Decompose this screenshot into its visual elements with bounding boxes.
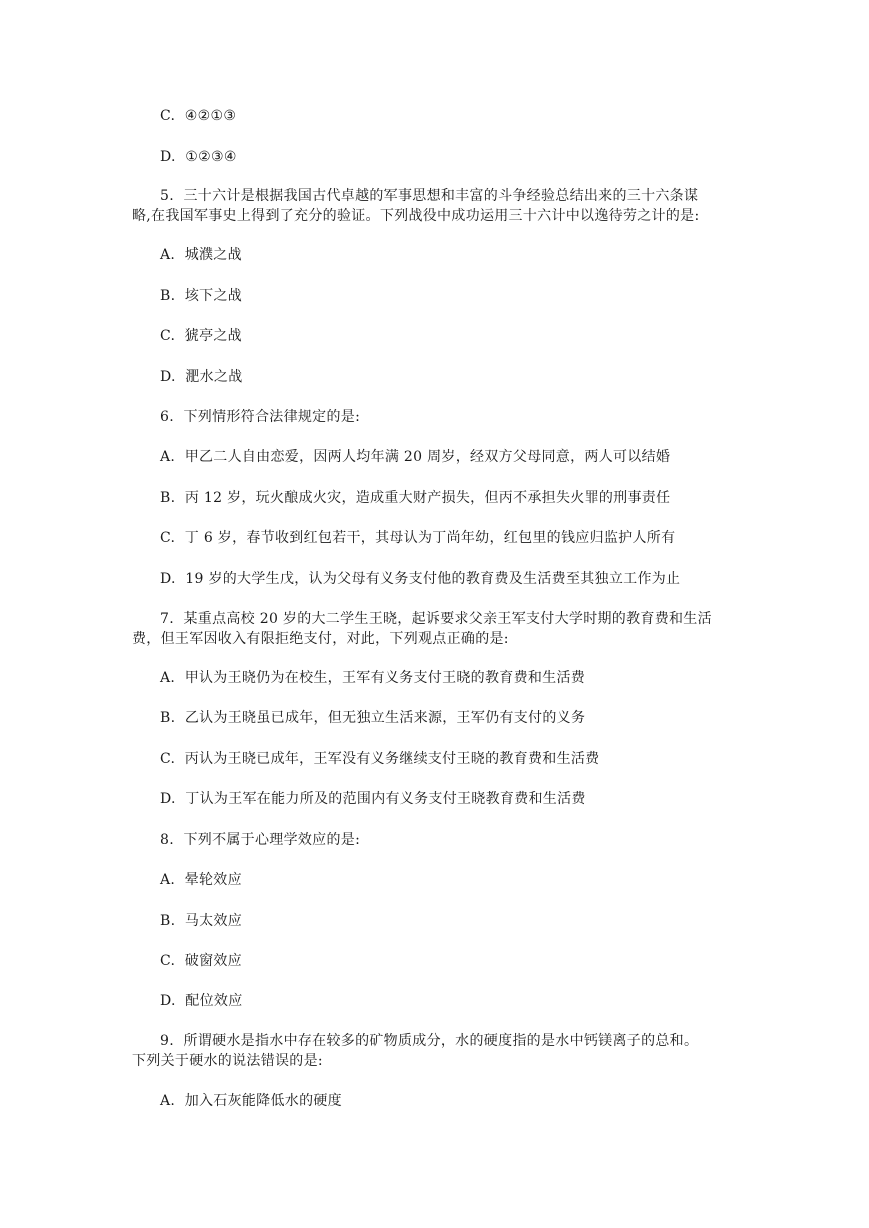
option-text: 加入石灰能降低水的硬度	[184, 1093, 342, 1109]
option-label: D.	[160, 571, 176, 587]
option-line	[160, 447, 670, 467]
question-line	[160, 830, 360, 850]
option-text: 甲乙二人自由恋爱，因两人均年满 20 周岁，经双方父母同意，两人可以结婚	[184, 449, 671, 465]
option-label: A.	[160, 449, 176, 465]
question-line	[160, 407, 360, 427]
question-number: 8.	[160, 832, 174, 848]
option-text: 垓下之战	[184, 288, 243, 304]
option-label: A.	[160, 1093, 176, 1109]
option-label: C.	[160, 108, 176, 124]
option-label: B.	[160, 710, 176, 726]
option-line	[160, 1091, 342, 1111]
option-line	[160, 911, 242, 931]
option-label: D.	[160, 791, 176, 807]
option-label: D.	[160, 149, 176, 165]
option-text: 丁认为王军在能力所及的范围内有义务支付王晓教育费和生活费	[185, 791, 586, 807]
option-label: A.	[160, 670, 176, 686]
question-continuation: 略,在我国军事史上得到了充分的验证。下列战役中成功运用三十六计中以逸待劳之计的是:	[132, 208, 700, 224]
option-line	[160, 991, 243, 1011]
option-line	[160, 528, 675, 548]
option-text: 晕轮效应	[184, 872, 242, 888]
option-text: 猇亭之战	[184, 328, 242, 344]
question-text: 某重点高校 20 岁的大二学生王晓，起诉要求父亲王军支付大学时期的教育费和生活	[183, 611, 712, 627]
option-line	[160, 367, 243, 387]
option-label: B.	[160, 490, 176, 506]
option-text: ④②①③	[184, 108, 237, 124]
option-label: A.	[160, 872, 176, 888]
option-text: 丁 6 岁，春节收到红包若干，其母认为丁尚年幼，红包里的钱应归监护人所有	[184, 530, 676, 546]
question-text: 下列不属于心理学效应的是:	[183, 832, 361, 848]
option-text: 19 岁的大学生戊，认为父母有义务支付他的教育费及生活费至其独立工作为止	[185, 571, 681, 587]
question-number: 5.	[160, 188, 174, 204]
question-number: 7.	[160, 611, 174, 627]
question-continuation: 下列关于硬水的说法错误的是:	[132, 1053, 323, 1069]
option-line	[160, 326, 242, 346]
option-label: D.	[160, 369, 176, 385]
option-text: 破窗效应	[184, 953, 242, 969]
option-line	[160, 870, 242, 890]
option-text: 乙认为王晓虽已成年，但无独立生活来源，王军仍有支付的义务	[184, 710, 586, 726]
question-text: 三十六计是根据我国古代卓越的军事思想和丰富的斗争经验总结出来的三十六条谋	[183, 188, 699, 204]
option-line	[160, 708, 585, 728]
question-line	[160, 186, 698, 206]
option-label: C.	[160, 530, 176, 546]
option-text: 淝水之战	[185, 369, 243, 385]
option-label: A.	[160, 247, 176, 263]
option-line	[160, 106, 236, 126]
option-label: C.	[160, 953, 176, 969]
option-line	[160, 749, 599, 769]
option-line	[160, 951, 242, 971]
question-text: 下列情形符合法律规定的是:	[183, 409, 361, 425]
option-line	[160, 488, 670, 508]
option-line	[160, 147, 237, 167]
option-text: 丙 12 岁，玩火酿成火灾，造成重大财产损失，但丙不承担失火罪的刑事责任	[184, 490, 671, 506]
option-line	[160, 245, 242, 265]
option-line	[160, 668, 585, 688]
option-line	[160, 286, 242, 306]
option-label: C.	[160, 751, 176, 767]
option-text: 丙认为王晓已成年，王军没有义务继续支付王晓的教育费和生活费	[184, 751, 600, 767]
option-text: ①②③④	[185, 149, 237, 165]
question-number: 9.	[160, 1033, 174, 1049]
option-label: C.	[160, 328, 176, 344]
option-text: 马太效应	[184, 913, 243, 929]
question-continuation: 费，但王军因收入有限拒绝支付，对此，下列观点正确的是:	[132, 631, 509, 647]
option-label: B.	[160, 288, 176, 304]
question-number: 6.	[160, 409, 174, 425]
option-text: 配位效应	[185, 993, 243, 1009]
option-label: D.	[160, 993, 176, 1009]
option-line	[160, 569, 680, 589]
question-text: 所谓硬水是指水中存在较多的矿物质成分，水的硬度指的是水中钙镁离子的总和。	[183, 1033, 699, 1049]
option-label: B.	[160, 913, 176, 929]
question-line	[160, 609, 712, 629]
question-line	[160, 1031, 698, 1051]
option-text: 甲认为王晓仍为在校生，王军有义务支付王晓的教育费和生活费	[184, 670, 586, 686]
option-text: 城濮之战	[184, 247, 242, 263]
option-line	[160, 789, 586, 809]
